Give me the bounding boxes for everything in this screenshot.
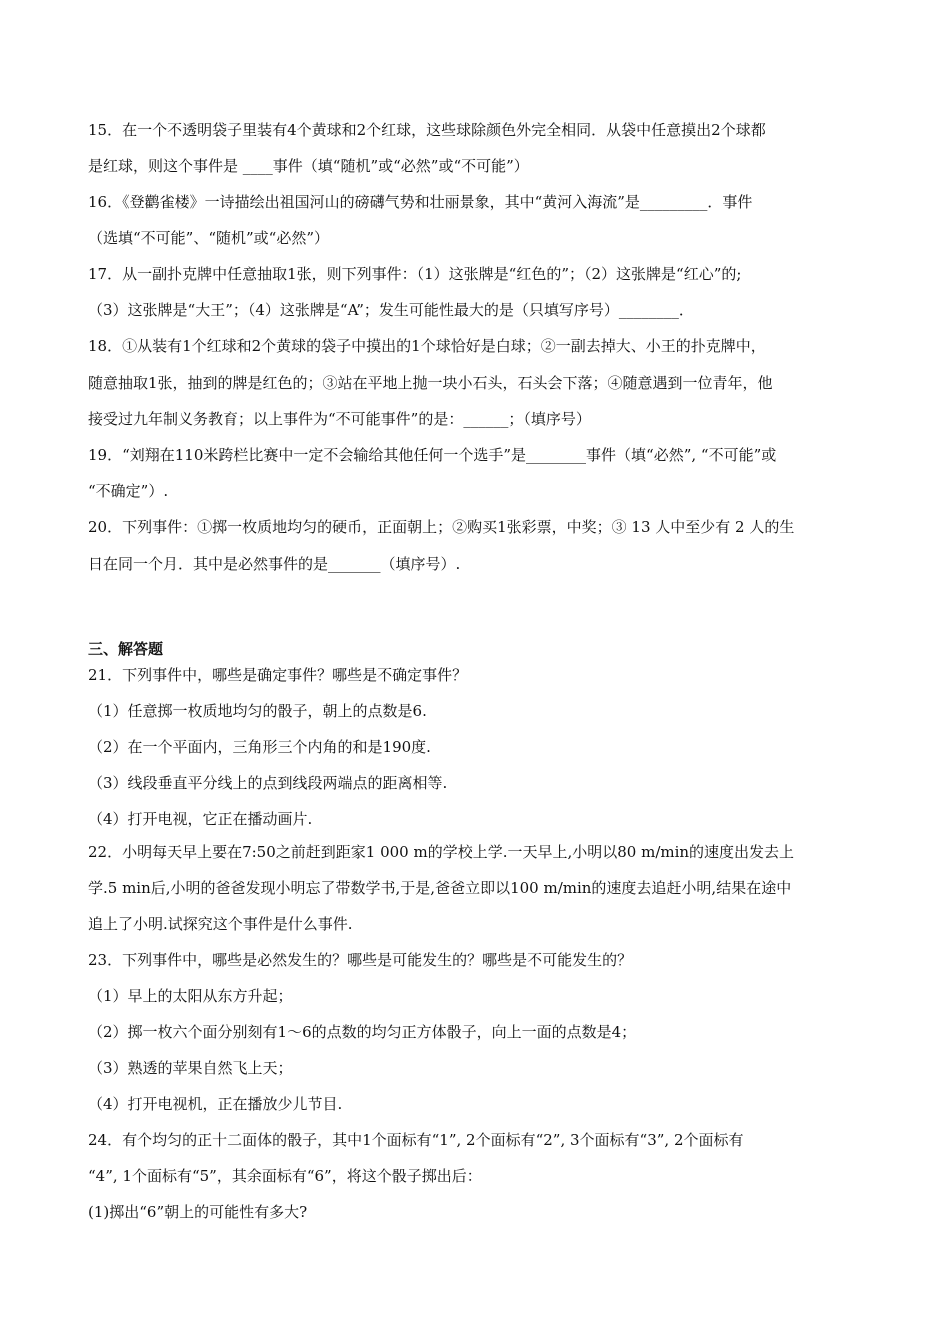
q15-line-1: 15．在一个不透明袋子里装有4个黄球和2个红球，这些球除颜色外完全相同．从袋中任意摸出2个球都 [88,121,766,139]
q21-item: （4）打开电视，它正在播动画片. [88,810,313,828]
q22-line-3: 追上了小明.试探究这个事件是什么事件. [88,915,353,933]
q16-line-1: 16．《登鹳雀楼》一诗描绘出祖国河山的磅礴气势和壮丽景象，其中“黄河入海流”是_________．事件 [88,193,753,211]
q16-line-2: （选填“不可能”、“随机”或“必然”） [88,229,330,247]
q15-line-2: 是红球，则这个事件是 ____事件（填“随机”或“必然”或“不可能”） [88,157,529,175]
q18-line-1: 18．①从装有1个红球和2个黄球的袋子中摸出的1个球恰好是白球；②一副去掉大、小王的扑克牌中， [88,337,766,355]
q24-line-1: 24．有个均匀的正十二面体的骰子，其中1个面标有“1”, 2个面标有“2”, 3个面标有“3”, 2个面标有 [88,1131,744,1149]
q23-stem: 23．下列事件中，哪些是必然发生的？哪些是可能发生的？哪些是不可能发生的？ [88,951,633,969]
q21-item: （3）线段垂直平分线上的点到线段两端点的距离相等. [88,774,448,792]
q22-line-2: 学.5 min后,小明的爸爸发现小明忘了带数学书,于是,爸爸立即以100 m/min的速度去追赶小明,结果在途中 [88,879,792,897]
q19-line-2: “不确定”）. [88,482,169,500]
q20-line-2: 日在同一个月．其中是必然事件的是_______（填序号）. [88,555,461,573]
q24-line-2: “4”, 1个面标有“5”，其余面标有“6”，将这个骰子掷出后： [88,1167,482,1185]
q23-item: （3）熟透的苹果自然飞上天； [88,1059,293,1077]
q23-item: （2）掷一枚六个面分别刻有1～6的点数的均匀正方体骰子，向上一面的点数是4； [88,1023,637,1041]
q18-line-2: 随意抽取1张，抽到的牌是红色的；③站在平地上抛一块小石头，石头会下落；④随意遇到一位青年，他 [88,374,773,392]
q23-item: （1）早上的太阳从东方升起； [88,987,293,1005]
q24-line-3: (1)掷出“6”朝上的可能性有多大? [88,1203,308,1221]
q17-line-2: （3）这张牌是“大王”；（4）这张牌是“A”；发生可能性最大的是（只填写序号）________． [88,301,694,319]
q21-stem: 21．下列事件中，哪些是确定事件？哪些是不确定事件？ [88,666,468,684]
q20-line-1: 20．下列事件：①掷一枚质地均匀的硬币，正面朝上；②购买1张彩票，中奖；③ 13 人中至少有 2 人的生 [88,518,795,536]
q18-line-3: 接受过九年制义务教育；以上事件为“不可能事件”的是：______；（填序号） [88,410,591,428]
section-heading: 三、解答题 [88,640,164,658]
q17-line-1: 17．从一副扑克牌中任意抽取1张，则下列事件：（1）这张牌是“红色的”；（2）这张牌是“红心”的; [88,265,742,283]
q21-item: （1）任意掷一枚质地均匀的骰子，朝上的点数是6. [88,702,427,720]
q21-item: （2）在一个平面内，三角形三个内角的和是190度. [88,738,431,756]
q23-item: （4）打开电视机，正在播放少儿节目. [88,1095,343,1113]
q19-line-1: 19．“刘翔在110米跨栏比赛中一定不会输给其他任何一个选手”是________事件（填“必然”, “不可能”或 [88,446,777,464]
q22-line-1: 22．小明每天早上要在7:50之前赶到距家1 000 m的学校上学.一天早上,小明以80 m/min的速度出发去上 [88,843,795,861]
